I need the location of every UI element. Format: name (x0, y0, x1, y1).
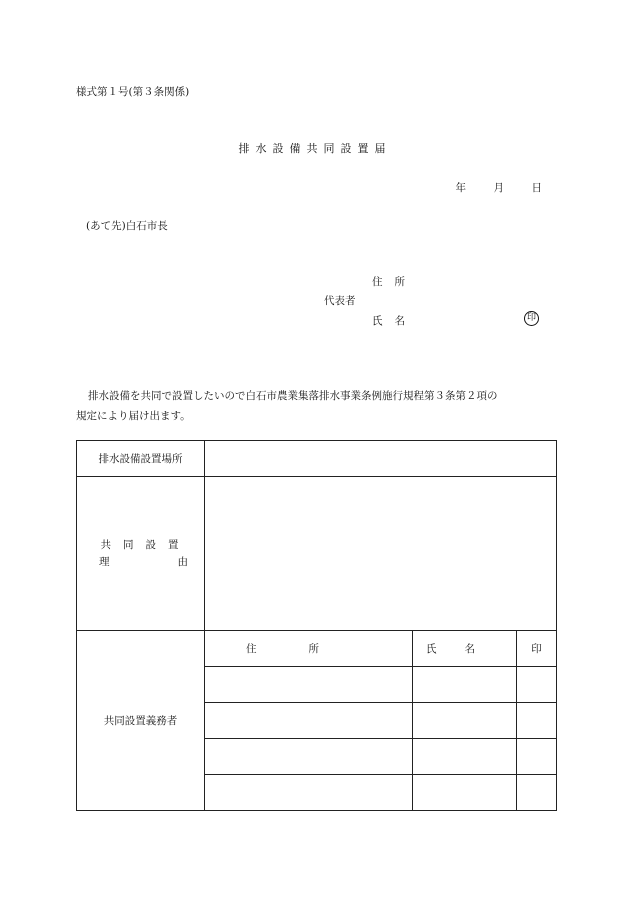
reason-label-line-1: 共同設置 (100, 538, 191, 551)
body-text-line-2: 規定により届け出ます。 (76, 410, 191, 422)
addressee: (あて先)白石市長 (86, 220, 168, 232)
obligor-seal-cell[interactable] (517, 667, 557, 703)
location-label-cell: 排水設備設置場所 (77, 441, 205, 477)
applicant-address-label: 住所 (372, 276, 417, 288)
date-day-label: 日 (531, 182, 542, 194)
reason-label-cell (77, 477, 205, 631)
obligor-name-cell[interactable] (413, 667, 517, 703)
column-header-address: 住所 (205, 631, 413, 667)
column-header-seal: 印 (517, 631, 557, 667)
obligor-name-cell[interactable] (413, 703, 517, 739)
application-table (76, 440, 557, 811)
body-text (76, 386, 556, 426)
obligor-address-cell[interactable] (205, 775, 413, 811)
form-number: 様式第１号(第３条関係) (76, 86, 190, 98)
obligor-address-cell[interactable] (205, 739, 413, 775)
obligor-name-cell[interactable] (413, 775, 517, 811)
body-text-line-1: 排水設備を共同で設置したいので白石市農業集落排水事業条例施行規程第３条第２項の (88, 390, 498, 402)
document-title: 排水設備共同設置届 (238, 142, 392, 155)
obligor-seal-cell[interactable] (517, 739, 557, 775)
seal-icon: 印 (524, 311, 539, 326)
applicant-name-label: 氏名 (372, 315, 417, 327)
location-input-cell[interactable] (205, 441, 557, 477)
date-line (428, 180, 542, 195)
obligor-address-cell[interactable] (205, 703, 413, 739)
reason-input-cell[interactable] (205, 477, 557, 631)
reason-label-yu: 由 (177, 555, 188, 568)
obligor-seal-cell[interactable] (517, 703, 557, 739)
reason-label-ri: 理 (99, 555, 110, 568)
obligor-address-cell[interactable] (205, 667, 413, 703)
representative-label: 代表者 (324, 295, 356, 307)
obligor-seal-cell[interactable] (517, 775, 557, 811)
obligors-label-cell: 共同設置義務者 (77, 631, 205, 811)
obligor-name-cell[interactable] (413, 739, 517, 775)
column-header-name: 氏名 (413, 631, 517, 667)
reason-label-line-2 (77, 554, 204, 571)
date-year-label: 年 (455, 182, 466, 194)
date-month-label: 月 (493, 182, 504, 194)
